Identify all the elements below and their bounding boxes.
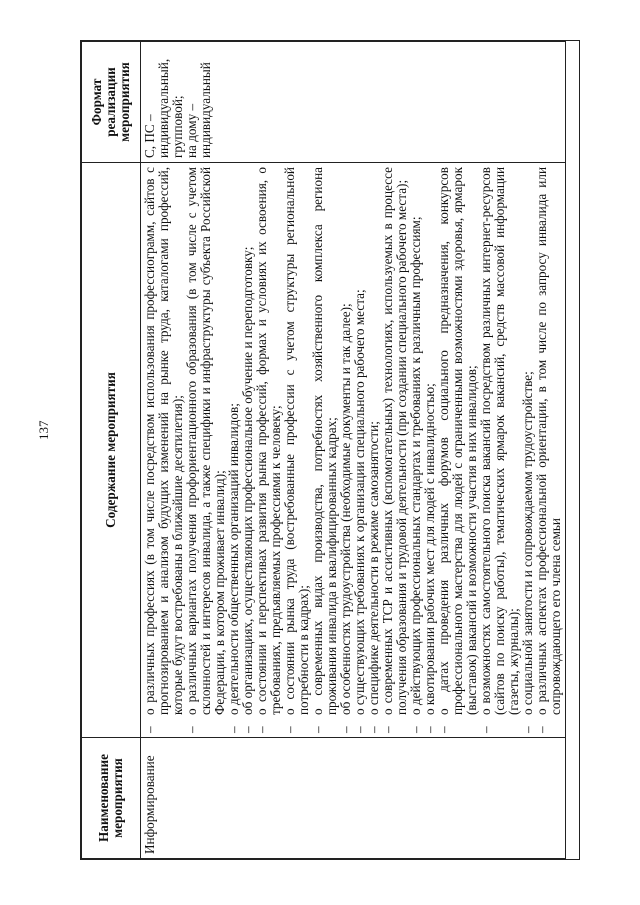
header-content: Содержание мероприятия — [82, 163, 141, 738]
list-item: – о деятельности общественных организаций инвалидов; — [227, 167, 241, 733]
header-format: Формат реализации мероприятия — [82, 42, 141, 163]
format-line: на дому – — [184, 103, 199, 158]
header-name: Наименование мероприятия — [82, 738, 141, 859]
list-item: – об организациях, осуществляющих профессиональное обучение и переподготовку; — [241, 167, 255, 733]
list-item: – о состоянии рынка труда (востребованные профессии с учетом структуры региональной потребности в кадрах); — [283, 167, 311, 733]
list-item: – о возможностях самостоятельного поиска вакансий посредством различных интернет-ресурсов (сайтов по поиску работы), тематических ярмарок вакансий, средств массовой информации (газеты, журналы); — [479, 167, 521, 733]
table-row — [141, 42, 566, 859]
row-name: Информирование — [141, 738, 566, 859]
list-item: – об особенностях трудоустройства (необходимые документы и так далее); — [339, 167, 353, 733]
document-table-container — [80, 40, 580, 860]
list-item: – о различных профессиях (в том числе посредством использования профессиограмм, сайтов с прогнозированием и анализом будущих изменений на рынке труда, каталогами профессий, которые будут востребованы в ближайшие десятилетия); — [143, 167, 185, 733]
row-format — [141, 42, 566, 163]
list-item: – о датах проведения различных форумов социального предназначения, конкурсов профессионального мастерства для людей с ограниченными возможностями здоровья, ярмарок (выставок) вакансий и возможности участия в них инвалидов; — [437, 167, 479, 733]
list-item: – о современных видах производства, потребностях хозяйственного комплекса региона проживания инвалида в квалифицированных кадрах; — [311, 167, 339, 733]
format-line: групповой; — [170, 95, 185, 158]
format-line: С, ПС – — [142, 114, 157, 158]
content-list — [143, 167, 563, 733]
list-item: – о современных ТСР и ассистивных (вспомогательных) технологиях, используемых в процессе получения образования и трудовой деятельности (при создании специального рабочего места); — [381, 167, 409, 733]
row-content — [141, 163, 566, 738]
format-line: индивидуальный — [198, 62, 213, 158]
format-line: индивидуальный, — [156, 58, 171, 158]
list-item: – о различных вариантах получения профориентационного образования (в том числе с учетом склонностей и интересов инвалида, а также специфики и инфраструктуры субъекта Российской Федерации, в котором проживает инвалид); — [185, 167, 227, 733]
list-item: – о квотировании рабочих мест для людей с инвалидностью; — [423, 167, 437, 733]
list-item: – о различных аспектах профессиональной ориентации, в том числе по запросу инвалида или сопровождающего его члена семьи — [535, 167, 563, 733]
page-number: 137 — [36, 420, 51, 440]
list-item: – о состоянии и перспективах развития рынка профессий, формах и условиях их освоения, о требованиях, предъявляемых профессиями к человеку; — [255, 167, 283, 733]
table-header-row — [82, 42, 141, 859]
list-item: – о специфике деятельности в режиме самозанятости; — [367, 167, 381, 733]
list-item: – о действующих профессиональных стандартах и требованиях к различным профессиям; — [409, 167, 423, 733]
list-item: – о существующих требованиях к организации специального рабочего места; — [353, 167, 367, 733]
list-item: – о социальной занятости и сопровождаемом трудоустройстве; — [521, 167, 535, 733]
events-table — [81, 41, 566, 859]
